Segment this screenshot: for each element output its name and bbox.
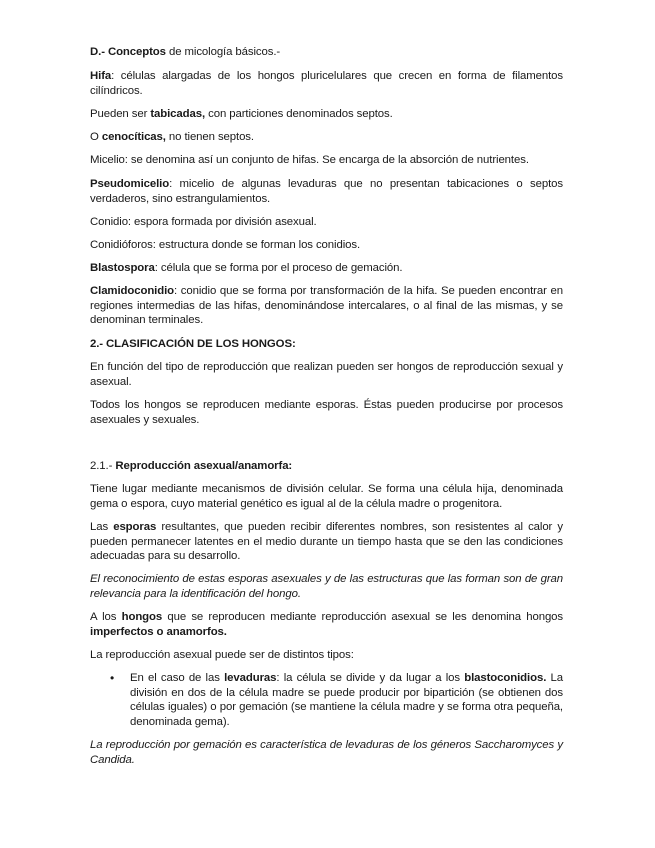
paragraph-hifa: Hifa: células alargadas de los hongos pluricelulares que crecen en forma de filamentos cilíndricos. bbox=[90, 70, 563, 97]
paragraph-italic-reconocimiento: El reconocimiento de estas esporas asexuales y de las estructuras que las forman son de gran relevancia para la identificación del hongo. bbox=[90, 573, 563, 600]
paragraph-tiene-lugar: Tiene lugar mediante mecanismos de división celular. Se forma una célula hija, denominada gema o espora, cuyo material genético es igual al de la célula madre o progenitora. bbox=[90, 483, 563, 510]
paragraph-todos: Todos los hongos se reproducen mediante esporas. Éstas pueden producirse por procesos asexuales y sexuales. bbox=[90, 399, 563, 426]
paragraph-pseudomicelio: Pseudomicelio: micelio de algunas levaduras que no presentan tabicaciones o septos verdaderos, sino estrangulamientos. bbox=[90, 178, 563, 205]
paragraph-hongos-imperfectos: A los hongos que se reproducen mediante reproducción asexual se les denomina hongos imperfectos o anamorfos. bbox=[90, 611, 564, 638]
paragraph-conidioforos: Conidióforos: estructura donde se forman los conidios. bbox=[90, 239, 361, 251]
heading-conceptos: D.- Conceptos de micología básicos.- bbox=[90, 46, 281, 58]
bullet-item-levaduras: En el caso de las levaduras: la célula se divide y da lugar a los blastoconidios. La división en dos de la célula madre se puede producir por bipartición (se obtienen dos células iguales) o por gemación (se mantiene la célula madre y se forma otra pequeña, denominada gema). bbox=[130, 672, 563, 728]
subsection-title-reproduccion-asexual: 2.1.- Reproducción asexual/anamorfa: bbox=[90, 460, 293, 472]
paragraph-clamidoconidio: Clamidoconidio: conidio que se forma por transformación de la hifa. Se pueden encontrar en regiones intermedias de las hifas, denominándose intercalares, o al final de las mismas, y se denominan terminales. bbox=[90, 285, 563, 326]
paragraph-italic-gemacion: La reproducción por gemación es característica de levaduras de los géneros Saccharomyces y Candida. bbox=[90, 739, 563, 766]
paragraph-funcion: En función del tipo de reproducción que realizan pueden ser hongos de reproducción sexual y asexual. bbox=[90, 361, 563, 388]
paragraph-micelio: Micelio: se denomina así un conjunto de hifas. Se encarga de la absorción de nutrientes. bbox=[90, 154, 529, 166]
paragraph-tipos: La reproducción asexual puede ser de distintos tipos: bbox=[90, 649, 354, 661]
paragraph-tabicadas: Pueden ser tabicadas, con particiones denominados septos. bbox=[90, 108, 393, 120]
bullet-icon: • bbox=[110, 671, 115, 685]
paragraph-cenociticas: O cenocíticas, no tienen septos. bbox=[90, 131, 254, 143]
paragraph-blastospora: Blastospora: célula que se forma por el proceso de gemación. bbox=[90, 262, 403, 274]
section-title-clasificacion: 2.- CLASIFICACIÓN DE LOS HONGOS: bbox=[90, 338, 296, 350]
paragraph-conidio: Conidio: espora formada por división asexual. bbox=[90, 216, 317, 228]
paragraph-esporas: Las esporas resultantes, que pueden recibir diferentes nombres, son resistentes al calor y pueden permanecer latentes en el medio durante un tiempo hasta que se den las condiciones adecuadas para su desarrollo. bbox=[90, 521, 563, 562]
